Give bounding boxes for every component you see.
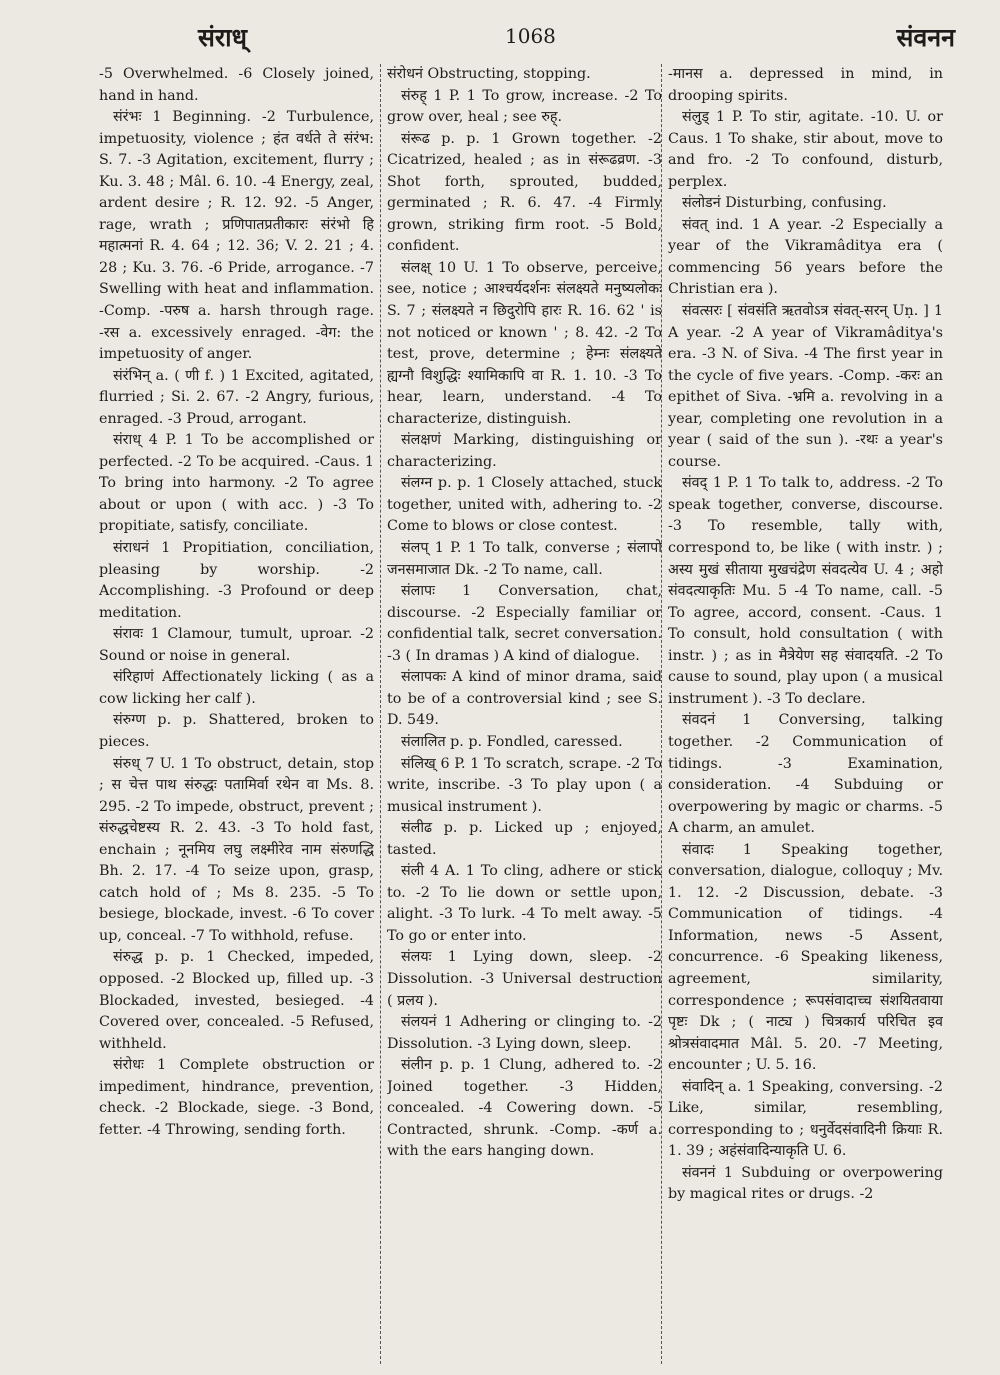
column-divider: [661, 64, 662, 1364]
dictionary-entry: संलक्ष् 10 U. 1 To observe, perceive, see, notice ; आश्चर्यदर्शनः संलक्ष्यते मनुष्यलोकः S. 7 ; संलक्ष्यते न छिदुरोपि हारः R. 16. 62 ' is not noticed or known ' ; 8. 42. -2 To test, prove, determine ; हेम्नः संलक्ष्यते ह्यग्नौ विशुद्धिः श्यामिकापि वा R. 1. 10. -3 To hear, learn, understand. -4 To characterize, distinguish.: [387, 259, 662, 427]
dictionary-entry: संवदनं 1 Conversing, talking together. -2 Communication of tidings. -3 Examination, consideration. -4 Subduing or overpowering by magic or charms. -5 A charm, an amulet.: [668, 712, 943, 837]
dictionary-entry: संवत्सरः [ संवसंति ऋतवोऽत्र संवत्-सरन् Uṇ. ] 1 A year. -2 A year of Vikramâditya's era. -3 N. of Siva. -4 The first year in the cycle of five years. -Comp. -करः an epithet of Siva. -भ्रमि a. revolving in a year, completing one revolution in a year ( said of the sun ). -रथः a year's course.: [668, 303, 943, 470]
dictionary-entry: संवादिन् a. 1 Speaking, conversing. -2 Like, similar, resembling, corresponding to ; धनुर्वेदसंवादिनी क्रियाः R. 1. 39 ; अहंसंवादिन्याकृति U. 6.: [668, 1078, 943, 1160]
page-number: 1068: [505, 24, 556, 48]
dictionary-entry: संवद् 1 P. 1 To talk to, address. -2 To speak together, converse, discourse. -3 To resemble, tally with, correspond to, be like ( with instr. ) ; अस्य मुखं सीताया मुखचंद्रेण संवदत्येव U. 4 ; अहो संवदत्याकृतिः Mu. 5 -4 To name, call. -5 To agree, accord, consent. -Caus. 1 To consult, hold consultation ( with instr. ) ; as in मैत्रेयेण सह संवादयति. -2 To cause to sound, play upon ( a musical instrument ). -3 To declare.: [668, 475, 943, 707]
dictionary-entry: संलप् 1 P. 1 To talk, converse ; संलापो जनसमाजात Dk. -2 To name, call.: [387, 540, 662, 578]
dictionary-entry: संलग्न p. p. 1 Closely attached, stuck together, united with, adhering to. -2 Come to blows or close contest.: [387, 475, 662, 535]
dictionary-entry: संलापकः A kind of minor drama, said to be of a controversial kind ; see S. D. 549.: [387, 669, 662, 729]
dictionary-entry: संरुध् 7 U. 1 To obstruct, detain, stop ; स चेत्त पाथ संरुद्धः पतामिर्वा रथेन वा Ms. 8. 295. -2 To impede, obstruct, prevent ; संरुद्धचेष्टस्य R. 2. 43. -3 To hold fast, enchain ; नूनमिय लघु लक्ष्मीरेव नाम संरुणद्धि Bh. 2. 17. -4 To seize upon, grasp, catch hold of ; Ms 8. 235. -5 To besiege, blockade, invest. -6 To cover up, conceal. -7 To withhold, refuse.: [99, 755, 374, 944]
dictionary-entry: संरुग्ण p. p. Shattered, broken to pieces.: [99, 712, 374, 750]
dictionary-entry: संलालित p. p. Fondled, caressed.: [401, 733, 623, 750]
dictionary-entry: संरुह् 1 P. 1 To grow, increase. -2 To grow over, heal ; see रुह्.: [387, 87, 662, 126]
dictionary-entry: संलुड् 1 P. To stir, agitate. -10. U. or Caus. 1 To shake, stir about, move to and fro. -2 To confound, disturb, perplex.: [668, 109, 943, 190]
dictionary-entry: संवत् ind. 1 A year. -2 Especially a year of the Vikramâditya era ( commencing 56 years before the Christian era ).: [668, 216, 943, 298]
dictionary-entry: संवादः 1 Speaking together, conversation, dialogue, colloquy ; Mv. 1. 12. -2 Discussion, debate. -3 Communication of tidings. -4 Information, news -5 Assent, concurrence. -6 Speaking likeness, agreement, similarity, correspondence ; रूपसंवादाच्च संशयितवाया पृष्टः Dk ; ( नाट्य ) चित्रकार्य परिचित इव श्रोत्रसंवादमात Mâl. 5. 20. -7 Meeting, encounter ; U. 5. 16.: [668, 841, 943, 1074]
dictionary-entry: -5 Overwhelmed. -6 Closely joined, hand in hand.: [99, 66, 374, 104]
column-1: [99, 64, 374, 1359]
dictionary-entry: संरावः 1 Clamour, tumult, uproar. -2 Sound or noise in general.: [99, 626, 374, 664]
dictionary-entry: संरोधः 1 Complete obstruction or impediment, hindrance, prevention, check. -2 Blockade, siege. -3 Bond, fetter. -4 Throwing, sending forth.: [99, 1057, 374, 1138]
dictionary-entry: संरोधनं Obstructing, stopping.: [387, 66, 591, 82]
dictionary-entry: संलीन p. p. 1 Clung, adhered to. -2 Joined together. -3 Hidden, concealed. -4 Cowering down. -5 Contracted, shrunk. -Comp. -कर्ण a. with the ears hanging down.: [387, 1057, 662, 1160]
dictionary-entry: संलीढ p. p. Licked up ; enjoyed, tasted.: [387, 820, 662, 858]
dictionary-entry: संलक्षणं Marking, distinguishing or characterizing.: [387, 432, 662, 470]
dictionary-entry: संराधनं 1 Propitiation, conciliation, pleasing by worship. -2 Accomplishing. -3 Profound or deep meditation.: [99, 540, 374, 621]
dictionary-entry: संवननं 1 Subduing or overpowering by magical rites or drugs. -2: [668, 1164, 943, 1203]
column-divider: [380, 64, 381, 1364]
dictionary-entry: संरिहाणं Affectionately licking ( as a cow licking her calf ).: [99, 669, 374, 707]
dictionary-entry: संलिख् 6 P. 1 To scratch, scrape. -2 To write, inscribe. -3 To play upon ( a musical instrument ).: [387, 755, 662, 815]
dictionary-entry: संलोडनं Disturbing, confusing.: [682, 195, 887, 212]
dictionary-entry: संरंभिन् a. ( णी f. ) 1 Excited, agitated, flurried ; Si. 2. 67. -2 Angry, furious, enraged. -3 Proud, arrogant.: [99, 367, 374, 427]
dictionary-entry: संलयः 1 Lying down, sleep. -2 Dissolution. -3 Universal destruction ( प्रलय ).: [387, 949, 662, 1009]
column-2: [387, 64, 662, 1359]
dictionary-entry: संरुद्ध p. p. 1 Checked, impeded, opposed. -2 Blocked up, filled up. -3 Blockaded, invested, besieged. -4 Covered over, concealed. -5 Refused, withheld.: [99, 949, 374, 1052]
dictionary-entry: संरंभः 1 Beginning. -2 Turbulence, impetuosity, violence ; हंत वर्धते ते संरंभ: S. 7. -3 Agitation, excitement, flurry ; Ku. 3. 48 ; Mâl. 6. 10. -4 Energy, zeal, ardent desire ; R. 12. 92. -5 Anger, rage, wrath ; प्रणिपातप्रतीकारः संरंभो हि महात्मनां R. 4. 64 ; 12. 36; V. 2. 21 ; 4. 28 ; Ku. 3. 76. -6 Pride, arrogance. -7 Swelling with heat and inflammation. -Comp. -परुष a. harsh through rage. -रस a. excessively enraged. -वेग: the impetuosity of anger.: [99, 109, 374, 363]
dictionary-entry: संलयनं 1 Adhering or clinging to. -2 Dissolution. -3 Lying down, sleep.: [387, 1014, 662, 1052]
page-header: [100, 20, 955, 58]
dictionary-entry: संली 4 A. 1 To cling, adhere or stick to. -2 To lie down or settle upon, alight. -3 To lurk. -4 To melt away. -5 To go or enter into.: [387, 863, 662, 944]
dictionary-entry: संरूढ p. p. 1 Grown together. -2 Cicatrized, healed ; as in संरूढव्रण. -3 Shot forth, sprouted, budded, germinated ; R. 6. 47. -4 Firmly grown, striking firm root. -5 Bold, confident.: [387, 130, 662, 255]
left-running-headword: संराध्: [198, 23, 247, 52]
column-3: [668, 64, 943, 1359]
dictionary-entry: -मानस a. depressed in mind, in drooping spirits.: [668, 66, 943, 104]
dictionary-entry: संराध् 4 P. 1 To be accomplished or perfected. -2 To be acquired. -Caus. 1 To bring into harmony. -2 To agree about or upon ( with acc. ) -3 To propitiate, satisfy, conciliate.: [99, 432, 374, 535]
dictionary-entry: संलापः 1 Conversation, chat, discourse. -2 Especially familiar or confidential talk, secret conversation. -3 ( In dramas ) A kind of dialogue.: [387, 583, 662, 664]
right-running-headword: संवनन: [896, 23, 955, 52]
